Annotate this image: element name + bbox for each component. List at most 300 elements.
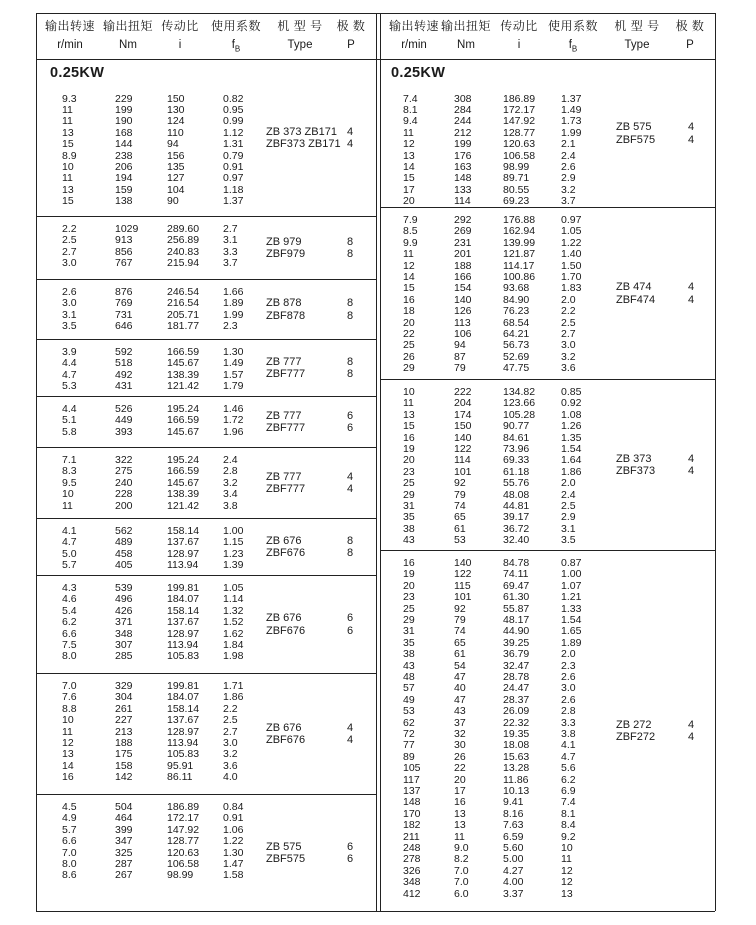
- cell-speed: 5.3: [62, 380, 77, 393]
- cell-factor: 1.73: [561, 115, 582, 128]
- cell-factor: 3.0: [561, 339, 576, 352]
- pole-count: 4: [347, 483, 354, 495]
- cell-factor: 1.00: [223, 525, 244, 537]
- header-poles-unit-text: P: [347, 39, 355, 51]
- cell-torque: 464: [115, 812, 133, 825]
- cell-factor: 8.4: [561, 819, 576, 832]
- cell-factor: 1.30: [223, 846, 244, 859]
- cell-speed: 211: [403, 830, 420, 843]
- header-type-cn: 机 型 号: [277, 19, 323, 33]
- cell-speed: 10: [62, 714, 74, 727]
- pole-count: 8: [347, 309, 354, 322]
- cell-factor: 0.87: [561, 557, 582, 569]
- cell-ratio: 28.78: [503, 671, 530, 683]
- cell-torque: 200: [115, 499, 133, 512]
- cell-torque: 113: [454, 316, 471, 329]
- cell-factor: 1.72: [223, 414, 244, 427]
- cell-torque: 204: [454, 397, 472, 410]
- cell-speed: 14: [62, 759, 74, 772]
- pole-count: 6: [347, 853, 354, 865]
- cell-torque: 114: [454, 454, 471, 467]
- cell-factor: 1.98: [223, 650, 244, 663]
- cell-speed: 16: [62, 771, 74, 784]
- group-divider: [36, 518, 376, 519]
- cell-torque: 47: [454, 693, 466, 706]
- model-type: ZBF272: [616, 731, 656, 743]
- cell-torque: 175: [115, 748, 133, 761]
- cell-ratio: 69.47: [503, 579, 530, 592]
- cell-torque: 399: [115, 823, 133, 836]
- cell-speed: 25: [403, 602, 415, 615]
- cell-ratio: 137.67: [167, 536, 200, 549]
- cell-speed: 326: [403, 864, 421, 877]
- cell-factor: 1.12: [223, 126, 244, 139]
- cell-factor: 4.0: [223, 771, 238, 784]
- cell-ratio: 11.86: [503, 773, 529, 786]
- cell-torque: 489: [115, 536, 133, 549]
- cell-ratio: 145.67: [167, 425, 200, 438]
- header-ratio-unit-text: i: [517, 39, 521, 51]
- model-type: ZB 676: [266, 612, 302, 624]
- model-type: ZBF474: [616, 293, 656, 306]
- model-type: ZBF575: [266, 853, 306, 865]
- cell-ratio: 44.90: [503, 625, 530, 638]
- cell-factor: 3.5: [561, 534, 576, 547]
- cell-factor: 2.8: [223, 465, 238, 478]
- cell-torque: 539: [115, 582, 133, 594]
- cell-speed: 6.2: [62, 616, 77, 629]
- cell-torque: 65: [454, 636, 466, 649]
- cell-speed: 11: [403, 397, 414, 410]
- cell-speed: 15: [403, 420, 415, 433]
- cell-factor: 2.1: [561, 138, 576, 151]
- cell-ratio: 121.87: [503, 248, 536, 261]
- cell-speed: 4.4: [62, 403, 77, 415]
- cell-ratio: 128.77: [503, 126, 536, 139]
- cell-ratio: 86.11: [167, 771, 193, 784]
- cell-torque: 54: [454, 659, 466, 672]
- cell-speed: 2.6: [62, 286, 77, 298]
- cell-speed: 77: [403, 739, 415, 752]
- cell-speed: 25: [403, 339, 415, 352]
- header-factor-unit: [541, 39, 605, 55]
- cell-factor: 10: [561, 842, 573, 854]
- pole-count: 8: [347, 235, 354, 248]
- cell-factor: 3.3: [223, 245, 238, 258]
- cell-speed: 89: [403, 750, 415, 763]
- cell-factor: 2.7: [561, 328, 576, 340]
- cell-torque: 87: [454, 350, 466, 363]
- cell-factor: 1.54: [561, 443, 582, 455]
- cell-torque: 238: [115, 149, 133, 162]
- cell-ratio: 55.76: [503, 477, 530, 490]
- cell-ratio: 6.59: [503, 830, 524, 843]
- cell-speed: 4.6: [62, 593, 77, 606]
- cell-factor: 7.4: [561, 796, 576, 809]
- cell-speed: 9.5: [62, 476, 77, 489]
- header-factor-unit-text: f: [568, 39, 572, 51]
- cell-ratio: 52.69: [503, 350, 530, 363]
- cell-torque: 30: [454, 739, 466, 752]
- model-type: ZB 575: [616, 121, 652, 133]
- cell-torque: 65: [454, 511, 466, 524]
- cell-factor: 0.99: [223, 115, 244, 128]
- model-type: ZB 777: [266, 470, 302, 483]
- cell-torque: 115: [454, 579, 471, 592]
- pole-count: 6: [347, 624, 354, 637]
- cell-speed: 4.3: [62, 582, 77, 594]
- cell-ratio: 113.94: [167, 559, 199, 572]
- cell-torque: 458: [115, 547, 133, 560]
- cell-factor: 2.9: [561, 172, 576, 185]
- cell-ratio: 80.55: [503, 183, 530, 196]
- cell-ratio: 172.17: [167, 812, 200, 825]
- pole-count: 6: [347, 409, 354, 422]
- cell-ratio: 68.54: [503, 316, 530, 329]
- cell-factor: 0.97: [561, 214, 582, 226]
- cell-ratio: 166.59: [167, 414, 200, 427]
- cell-speed: 31: [403, 625, 415, 638]
- model-type: ZBF676: [266, 624, 306, 637]
- cell-factor: 1.99: [561, 126, 582, 139]
- cell-factor: 2.6: [561, 693, 576, 706]
- cell-speed: 43: [403, 659, 415, 672]
- model-type: ZB 373 ZB171: [266, 125, 337, 138]
- cell-torque: 244: [454, 115, 472, 128]
- cell-speed: 20: [403, 579, 415, 592]
- cell-factor: 3.0: [223, 737, 238, 749]
- cell-speed: 9.3: [62, 92, 77, 105]
- cell-torque: 518: [115, 357, 133, 370]
- cell-speed: 11: [403, 248, 414, 261]
- pole-count: 6: [347, 612, 354, 624]
- model-type: ZB 272: [616, 718, 652, 731]
- cell-speed: 5.1: [62, 414, 77, 427]
- cell-factor: 3.1: [223, 234, 238, 247]
- cell-factor: 2.5: [561, 500, 576, 512]
- cell-ratio: 89.71: [503, 172, 530, 185]
- cell-factor: 0.91: [223, 812, 244, 825]
- cell-ratio: 4.00: [503, 876, 524, 889]
- cell-factor: 1.50: [561, 259, 582, 272]
- cell-factor: 1.37: [561, 92, 582, 105]
- cell-factor: 2.0: [561, 477, 576, 490]
- cell-torque: 492: [115, 368, 133, 381]
- cell-factor: 2.5: [561, 316, 576, 329]
- pole-count: 8: [347, 248, 354, 260]
- cell-speed: 11: [403, 126, 414, 139]
- cell-speed: 7.0: [62, 680, 77, 692]
- model-type: ZB 676: [266, 721, 302, 734]
- cell-torque: 393: [115, 425, 133, 438]
- cell-torque: 371: [115, 616, 133, 629]
- cell-torque: 562: [115, 525, 133, 537]
- model-type: ZB 979: [266, 235, 302, 248]
- cell-speed: 412: [403, 887, 421, 900]
- cell-factor: 2.3: [561, 659, 576, 672]
- header-poles-cn: 极 数: [336, 19, 366, 33]
- pole-count: 4: [688, 121, 695, 133]
- model-type: ZBF373: [616, 465, 656, 477]
- cell-torque: 1029: [115, 223, 139, 235]
- cell-speed: 4.9: [62, 812, 77, 825]
- cell-factor: 1.46: [223, 403, 244, 415]
- cell-torque: 47: [454, 671, 466, 683]
- cell-speed: 7.4: [403, 92, 418, 105]
- cell-speed: 8.0: [62, 650, 77, 663]
- cell-speed: 105: [403, 762, 421, 775]
- cell-ratio: 93.68: [503, 282, 530, 295]
- table-left-border: [36, 13, 37, 911]
- cell-speed: 148: [403, 796, 421, 809]
- cell-torque: 174: [454, 408, 472, 421]
- cell-ratio: 100.86: [503, 271, 536, 283]
- group-divider: [380, 550, 715, 551]
- cell-ratio: 127: [167, 172, 185, 185]
- header-speed-unit-text: r/min: [57, 39, 83, 51]
- cell-torque: 287: [115, 858, 133, 870]
- cell-torque: 6.0: [454, 887, 469, 900]
- cell-speed: 62: [403, 716, 415, 729]
- cell-speed: 9.4: [403, 115, 418, 128]
- cell-speed: 278: [403, 853, 421, 866]
- cell-factor: 1.54: [561, 614, 582, 626]
- cell-factor: 12: [561, 876, 573, 889]
- cell-speed: 29: [403, 488, 415, 501]
- pole-count: 8: [347, 368, 354, 380]
- cell-torque: 37: [454, 716, 466, 729]
- cell-factor: 1.21: [561, 591, 582, 604]
- cell-factor: 0.82: [223, 92, 244, 105]
- cell-torque: 206: [115, 160, 133, 173]
- header-type-cn: 机 型 号: [614, 19, 660, 33]
- cell-speed: 4.1: [62, 525, 77, 537]
- cell-speed: 38: [403, 522, 415, 535]
- cell-torque: 426: [115, 604, 133, 617]
- pole-count: 4: [347, 138, 354, 150]
- cell-speed: 12: [62, 737, 74, 749]
- power-rating: 0.25KW: [391, 65, 446, 81]
- cell-torque: 213: [115, 725, 133, 738]
- cell-torque: 231: [454, 236, 472, 249]
- cell-speed: 6.6: [62, 627, 77, 640]
- cell-speed: 8.8: [62, 702, 77, 715]
- cell-torque: 194: [115, 172, 133, 185]
- header-speed-unit-text: r/min: [401, 39, 427, 51]
- cell-torque: 7.0: [454, 876, 469, 889]
- cell-speed: 20: [403, 454, 415, 467]
- cell-torque: 142: [115, 771, 133, 784]
- cell-factor: 1.99: [223, 308, 244, 321]
- cell-ratio: 90.77: [503, 420, 530, 433]
- cell-ratio: 105.28: [503, 408, 536, 421]
- cell-factor: 1.15: [223, 536, 244, 549]
- group-divider: [36, 216, 376, 217]
- cell-torque: 199: [115, 103, 133, 116]
- cell-speed: 20: [403, 195, 415, 208]
- cell-factor: 0.91: [223, 160, 244, 173]
- header-speed-cn: 输出转速: [388, 19, 439, 33]
- cell-torque: 61: [454, 648, 466, 661]
- cell-torque: 731: [115, 308, 133, 321]
- cell-speed: 3.0: [62, 297, 77, 310]
- cell-ratio: 48.08: [503, 488, 530, 501]
- cell-ratio: 39.17: [503, 511, 530, 524]
- cell-ratio: 128.97: [167, 547, 200, 560]
- cell-ratio: 10.13: [503, 785, 530, 797]
- header-factor-unit: [204, 39, 268, 55]
- cell-speed: 15: [62, 195, 74, 208]
- cell-factor: 1.33: [561, 602, 582, 615]
- cell-factor: 2.4: [223, 454, 238, 466]
- cell-speed: 13: [403, 149, 415, 162]
- cell-torque: 122: [454, 568, 472, 581]
- cell-torque: 176: [454, 149, 472, 162]
- cell-ratio: 32.40: [503, 534, 530, 547]
- cell-speed: 35: [403, 636, 415, 649]
- cell-torque: 767: [115, 257, 133, 270]
- cell-ratio: 205.71: [167, 308, 200, 321]
- cell-speed: 7.9: [403, 214, 418, 226]
- cell-torque: 9.0: [454, 842, 469, 854]
- cell-ratio: 44.81: [503, 500, 530, 512]
- cell-factor: 0.85: [561, 386, 582, 398]
- cell-ratio: 181.77: [167, 320, 200, 333]
- cell-ratio: 158.14: [167, 604, 200, 617]
- cell-ratio: 195.24: [167, 454, 200, 466]
- cell-speed: 57: [403, 682, 415, 695]
- cell-speed: 182: [403, 819, 421, 832]
- cell-ratio: 39.25: [503, 636, 530, 649]
- cell-speed: 248: [403, 842, 421, 854]
- cell-speed: 5.7: [62, 559, 77, 572]
- group-divider: [380, 207, 715, 208]
- cell-factor: 2.8: [561, 705, 576, 718]
- header-factor-unit-subscript: B: [571, 44, 578, 54]
- cell-speed: 49: [403, 693, 415, 706]
- pole-count: 4: [688, 281, 695, 293]
- pole-count: 4: [347, 734, 354, 746]
- cell-ratio: 162.94: [503, 225, 536, 238]
- cell-ratio: 138.39: [167, 368, 200, 381]
- cell-ratio: 28.37: [503, 693, 530, 706]
- cell-factor: 0.92: [561, 397, 582, 410]
- cell-torque: 240: [115, 476, 133, 489]
- cell-factor: 3.8: [223, 499, 238, 512]
- cell-factor: 1.06: [223, 823, 244, 836]
- cell-factor: 1.08: [561, 408, 582, 421]
- header-factor-unit-subscript: B: [234, 44, 241, 54]
- cell-ratio: 240.83: [167, 245, 200, 258]
- cell-torque: 53: [454, 534, 466, 547]
- cell-torque: 79: [454, 488, 466, 501]
- pole-count: 4: [688, 731, 695, 743]
- cell-speed: 5.0: [62, 547, 77, 560]
- cell-speed: 25: [403, 477, 415, 490]
- cell-ratio: 48.17: [503, 614, 530, 626]
- cell-factor: 1.22: [561, 236, 582, 249]
- cell-speed: 22: [403, 328, 415, 340]
- cell-torque: 61: [454, 522, 466, 535]
- cell-torque: 913: [115, 234, 133, 247]
- cell-factor: 1.37: [223, 195, 244, 208]
- cell-torque: 168: [115, 126, 133, 139]
- cell-factor: 2.4: [561, 149, 576, 162]
- cell-torque: 20: [454, 773, 466, 786]
- cell-ratio: 73.96: [503, 443, 530, 455]
- cell-factor: 1.05: [223, 582, 244, 594]
- cell-speed: 16: [403, 431, 415, 444]
- cell-factor: 8.1: [561, 807, 576, 820]
- cell-ratio: 158.14: [167, 702, 200, 715]
- cell-speed: 3.5: [62, 320, 77, 333]
- model-type: ZBF777: [266, 368, 306, 380]
- cell-torque: 275: [115, 465, 133, 478]
- group-divider: [36, 339, 376, 340]
- cell-torque: 154: [454, 282, 472, 295]
- cell-factor: 1.40: [561, 248, 582, 261]
- cell-torque: 114: [454, 195, 471, 208]
- cell-factor: 3.4: [223, 488, 238, 501]
- cell-ratio: 120.63: [167, 846, 200, 859]
- model-type: ZBF979: [266, 248, 306, 260]
- cell-factor: 1.89: [561, 636, 582, 649]
- cell-factor: 3.1: [561, 522, 576, 535]
- cell-speed: 4.7: [62, 368, 77, 381]
- cell-torque: 94: [454, 339, 466, 352]
- cell-factor: 1.70: [561, 271, 582, 283]
- pole-count: 8: [347, 355, 354, 368]
- cell-torque: 140: [454, 293, 472, 306]
- cell-speed: 11: [62, 115, 73, 128]
- cell-ratio: 199.81: [167, 680, 200, 692]
- cell-torque: 166: [454, 271, 472, 283]
- cell-speed: 48: [403, 671, 415, 683]
- cell-torque: 646: [115, 320, 133, 333]
- cell-factor: 0.79: [223, 149, 244, 162]
- model-type: ZBF575: [616, 133, 656, 146]
- cell-torque: 348: [115, 627, 133, 640]
- cell-factor: 11: [561, 853, 572, 866]
- cell-ratio: 74.11: [503, 568, 529, 581]
- cell-ratio: 56.73: [503, 339, 530, 352]
- cell-speed: 7.6: [62, 691, 77, 704]
- cell-factor: 2.3: [223, 320, 238, 333]
- header-factor-unit-text: f: [231, 39, 235, 51]
- cell-factor: 2.7: [223, 725, 238, 738]
- cell-speed: 7.1: [62, 454, 77, 466]
- cell-factor: 1.39: [223, 559, 244, 572]
- cell-ratio: 186.89: [167, 801, 200, 813]
- header-ratio-cn: 传动比: [161, 19, 199, 33]
- cell-ratio: 26.09: [503, 705, 530, 718]
- cell-factor: 1.26: [561, 420, 582, 433]
- cell-factor: 0.95: [223, 103, 244, 116]
- model-type: ZB 474: [616, 281, 652, 293]
- cell-torque: 504: [115, 801, 133, 813]
- cell-ratio: 61.30: [503, 591, 530, 604]
- cell-ratio: 147.92: [167, 823, 200, 836]
- cell-speed: 26: [403, 350, 415, 363]
- cell-ratio: 172.17: [503, 103, 536, 116]
- cell-ratio: 61.18: [503, 465, 530, 478]
- cell-factor: 2.4: [561, 488, 576, 501]
- cell-ratio: 24.47: [503, 682, 530, 695]
- header-ratio-unit: [148, 39, 212, 52]
- cell-factor: 1.89: [223, 297, 244, 310]
- header-poles-unit-text: P: [686, 39, 694, 51]
- cell-torque: 769: [115, 297, 133, 310]
